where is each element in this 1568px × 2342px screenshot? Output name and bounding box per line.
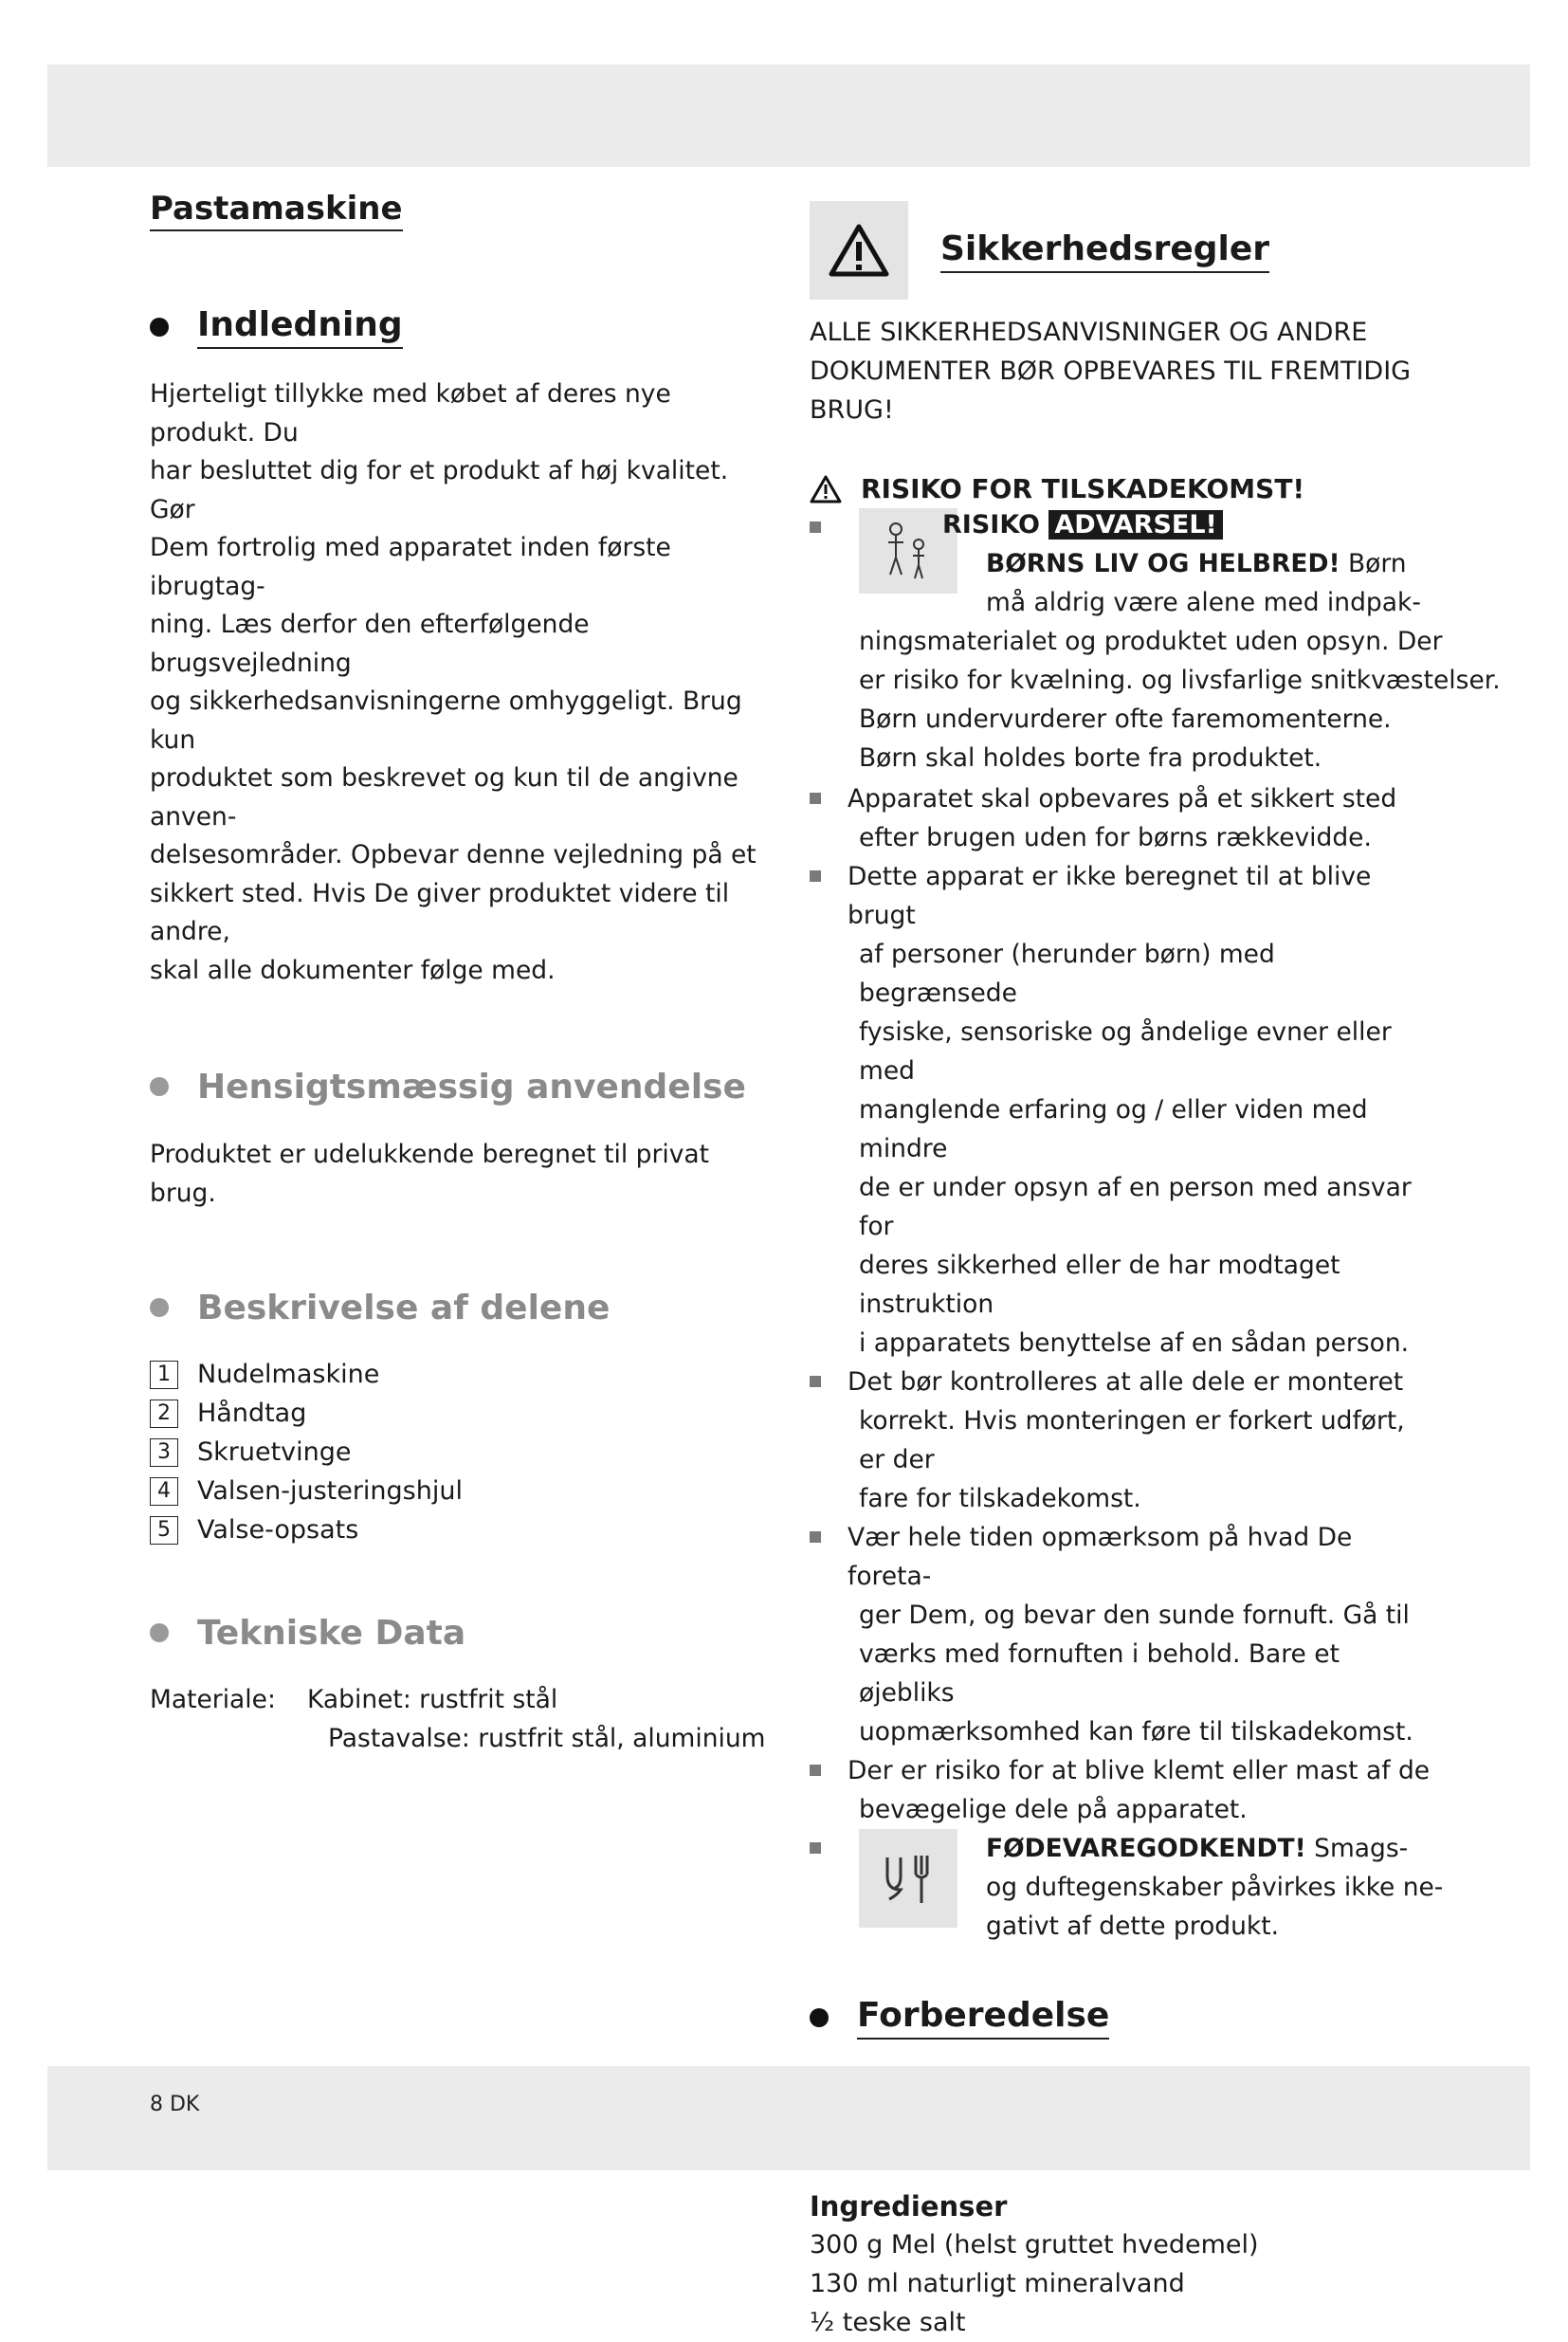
bullet-line: Der er risiko for at blive klemt eller mast af de — [848, 1756, 1431, 1785]
safety-header — [810, 190, 1437, 302]
part-number: 4 — [150, 1477, 178, 1506]
child-warning-bold: BØRNS LIV OG HELBRED! — [986, 549, 1340, 578]
bullet-line: ger Dem, og bevar den sunde fornuft. Gå til — [859, 1601, 1410, 1630]
bullet-line: deres sikkerhed eller de har modtaget instruktion — [859, 1251, 1340, 1319]
left-column — [150, 190, 771, 1758]
intro-line: Hjerteligt tillykke med købet af deres nye produkt. Du — [150, 379, 671, 448]
part-number: 2 — [150, 1400, 178, 1428]
intro-line: ning. Læs derfor den efterfølgende brugsvejledning — [150, 610, 590, 678]
intro-heading — [150, 305, 771, 349]
safety-bullet — [810, 1751, 1437, 1829]
notice-line: BRUG! — [810, 395, 894, 425]
list-item — [150, 1510, 771, 1549]
parts-heading-text: Beskrivelse af delene — [197, 1289, 611, 1327]
bullet-line: fysiske, sensoriske og åndelige evner eller med — [859, 1017, 1392, 1086]
notice-line: DOKUMENTER BØR OPBEVARES TIL FREMTIDIG — [810, 357, 1412, 386]
bullet-dot-icon — [150, 1623, 169, 1642]
bullet-square-icon — [810, 870, 821, 882]
bullet-line: i apparatets benyttelse af en sådan person. — [859, 1328, 1410, 1358]
bullet-dot-icon — [150, 1298, 169, 1317]
bullet-square-icon — [810, 1531, 821, 1543]
list-item: ½ teske salt — [810, 2308, 966, 2337]
risk-heading — [810, 473, 1437, 504]
header-band — [47, 64, 1530, 167]
parts-heading — [150, 1289, 771, 1328]
material-label: Materiale: — [150, 1685, 276, 1714]
list-item: 130 ml naturligt mineralvand — [810, 2269, 1185, 2298]
page-number: 8 DK — [150, 2093, 200, 2116]
safety-bullet — [810, 779, 1437, 857]
part-number: 1 — [150, 1361, 178, 1389]
safety-heading: Sikkerhedsregler — [940, 229, 1269, 273]
safety-bullet — [810, 857, 1437, 1363]
intended-use-text: Produktet er udelukkende beregnet til privat brug. — [150, 1140, 710, 1208]
intro-line: sikkert sted. Hvis De giver produktet videre til andre, — [150, 878, 730, 946]
part-label: Valse-opsats — [197, 1515, 359, 1545]
prep-heading-text: Forberedelse — [857, 1996, 1109, 2040]
child-warning-line: er risiko for kvælning. og livsfarlige snitkvæstelser. — [859, 666, 1501, 695]
intended-use-heading — [150, 1068, 771, 1107]
child-warning-body-top — [986, 544, 1407, 583]
bullet-square-icon — [810, 521, 821, 533]
intro-heading-text: Indledning — [197, 305, 403, 349]
tech-heading-text: Tekniske Data — [197, 1614, 466, 1653]
bullet-line: efter brugen uden for børns rækkevidde. — [859, 823, 1372, 852]
bullet-line: manglende erfaring og / eller viden med mindre — [859, 1095, 1368, 1163]
child-warning-line: Børn skal holdes borte fra produktet. — [859, 743, 1322, 773]
ingredients-list — [810, 2225, 1437, 2342]
child-warning-rest — [859, 622, 1501, 778]
intro-text — [150, 375, 771, 990]
document-title: Pastamaskine — [150, 190, 403, 231]
food-safe-text — [986, 1829, 1443, 1946]
intro-line: delsesområder. Opbevar denne vejledning på et — [150, 840, 757, 869]
bullet-line: Det bør kontrolleres at alle dele er monteret — [848, 1367, 1404, 1397]
bullet-square-icon — [810, 1376, 821, 1387]
intro-line: skal alle dokumenter følge med. — [150, 955, 556, 985]
material-cabinet: Kabinet: rustfrit stål — [307, 1685, 558, 1714]
food-safe-line: gativt af dette produkt. — [986, 1912, 1280, 1941]
bullet-line: fare for tilskadekomst. — [859, 1484, 1141, 1513]
safety-bullet — [810, 1363, 1437, 1518]
child-warning-line: må aldrig være alene med indpak- — [986, 588, 1421, 617]
part-label: Skruetvinge — [197, 1437, 352, 1467]
bullet-line: bevægelige dele på apparatet. — [859, 1795, 1248, 1824]
food-safe-bold: FØDEVAREGODKENDT! — [986, 1834, 1306, 1863]
keep-documents-notice — [810, 313, 1437, 430]
list-item: 300 g Mel (helst gruttet hvedemel) — [810, 2230, 1259, 2260]
list-item — [150, 1394, 771, 1433]
bullet-square-icon — [810, 1765, 821, 1776]
child-warning — [810, 508, 1501, 779]
bullet-line: af personer (herunder børn) med begrænsede — [859, 940, 1275, 1008]
food-safe-line: og duftegenskaber påvirkes ikke ne- — [986, 1873, 1444, 1902]
part-number: 3 — [150, 1438, 178, 1467]
child-warning-line: Børn undervurderer ofte faremomenterne. — [859, 704, 1392, 734]
risk-heading-text: RISIKO FOR TILSKADEKOMST! — [861, 473, 1305, 504]
warning-triangle-icon — [810, 201, 908, 300]
intro-line: og sikkerhedsanvisningerne omhyggeligt. Brug kun — [150, 686, 742, 755]
food-safe-icon — [859, 1829, 957, 1928]
bullet-square-icon — [810, 1842, 821, 1854]
bullet-dot-icon — [150, 1077, 169, 1096]
food-safe-first: Smags- — [1305, 1834, 1409, 1863]
list-item — [150, 1433, 771, 1472]
warning-triangle-small-icon — [810, 475, 842, 503]
bullet-line: korrekt. Hvis monteringen er forkert udført, er der — [859, 1406, 1405, 1474]
bullet-dot-icon — [810, 2008, 829, 2027]
bullet-line: uopmærksomhed kan føre til tilskadekomst. — [859, 1717, 1413, 1747]
bullet-line: Vær hele tiden opmærksom på hvad De foreta- — [848, 1523, 1353, 1591]
safety-bullet — [810, 1518, 1437, 1751]
part-label: Håndtag — [197, 1399, 307, 1428]
part-label: Nudelmaskine — [197, 1360, 380, 1389]
list-item — [150, 1355, 771, 1394]
footer-band — [47, 2066, 1530, 2170]
bullet-line: Apparatet skal opbevares på et sikkert sted — [848, 784, 1397, 814]
child-warning-line: ningsmaterialet og produktet uden opsyn. Der — [859, 627, 1443, 656]
bullet-line: de er under opsyn af en person med ansvar for — [859, 1173, 1412, 1241]
part-number: 5 — [150, 1516, 178, 1545]
parts-list — [150, 1355, 771, 1549]
bullet-dot-icon — [150, 318, 169, 337]
child-warning-text: Børn — [1340, 549, 1407, 578]
intro-line: Dem fortrolig med apparatet inden første ibrugtag- — [150, 533, 671, 601]
bullet-line: Dette apparat er ikke beregnet til at blive brugt — [848, 862, 1372, 930]
intro-line: produktet som beskrevet og kun til de angivne anven- — [150, 763, 738, 832]
notice-line: ALLE SIKKERHEDSANVISNINGER OG ANDRE — [810, 318, 1368, 347]
bullet-line: værks med fornuften i behold. Bare et øjebliks — [859, 1639, 1340, 1708]
child-warning-title — [942, 508, 1223, 542]
right-column — [810, 190, 1501, 2342]
tech-heading — [150, 1614, 771, 1654]
list-item — [150, 1472, 771, 1510]
tech-data — [150, 1680, 771, 1758]
material-roller: Pastavalse: rustfrit stål, aluminium — [328, 1724, 766, 1753]
intended-use-heading-text: Hensigtsmæssig anvendelse — [197, 1068, 746, 1107]
warning-badge: ADVARSEL! — [1048, 510, 1222, 540]
food-safe-notice — [810, 1829, 1444, 1947]
prep-heading — [810, 1996, 1437, 2040]
bullet-square-icon — [810, 793, 821, 804]
intro-line: har besluttet dig for et produkt af høj kvalitet. Gør — [150, 456, 729, 524]
ingredients-heading: Ingredienser — [810, 2190, 1008, 2223]
part-label: Valsen-justeringshjul — [197, 1476, 463, 1506]
risk-label: RISIKO — [942, 510, 1040, 540]
